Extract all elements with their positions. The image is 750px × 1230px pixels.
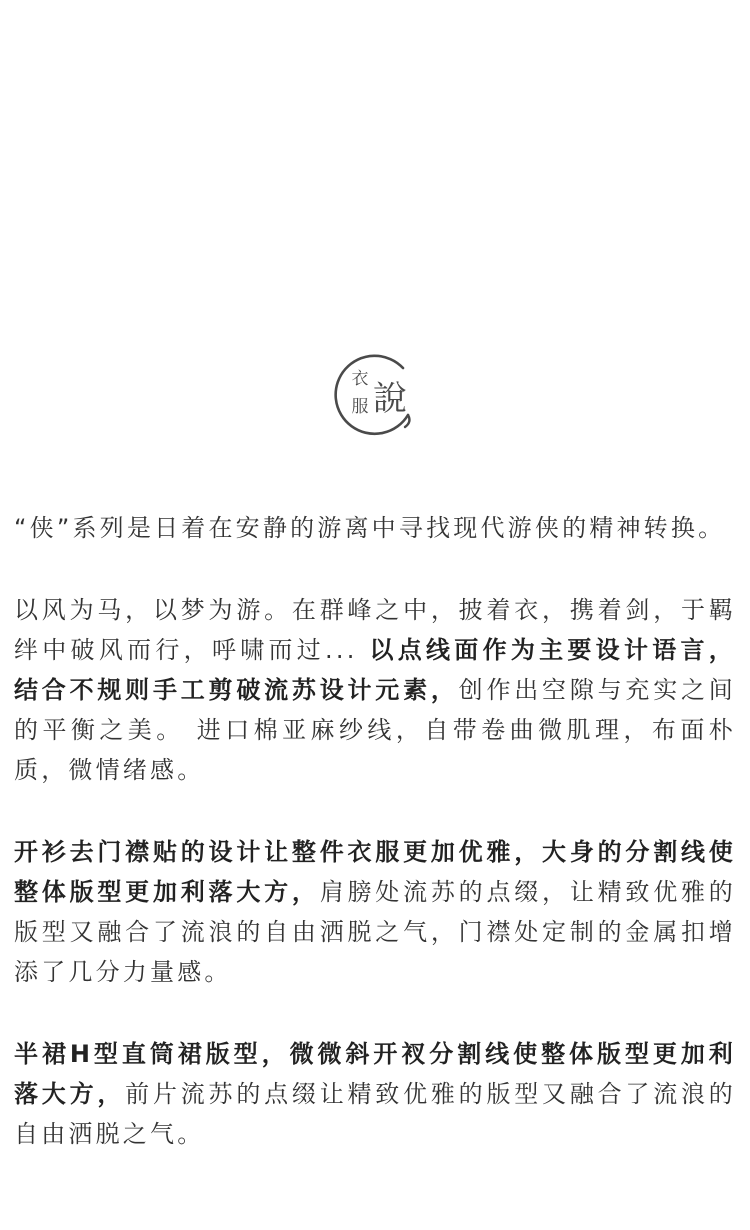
- paragraph-bold-text: 以点线面作为主要设计语言，结合不规则手工剪破流苏设计元素，: [14, 636, 736, 704]
- paragraph-text: 肩膀处流苏的点缀，让精致优雅的版型又融合了流浪的自由洒脱之气，门襟处定制的金属扣增添了几分力量感。: [14, 878, 737, 986]
- paragraph-cardigan: [14, 832, 736, 992]
- logo-char-yi: 衣: [351, 369, 369, 389]
- paragraph-text: 以风为马，以梦为游。在群峰之中，披着衣，携着剑，于羁绊中破风而行，呼啸而过...: [14, 596, 736, 664]
- logo-char-shuo: 說: [373, 379, 407, 419]
- paragraph-text: 创作出空隙与充实之间的平衡之美。 进口棉亚麻纱线，自带卷曲微肌理，布面朴质，微情绪感。: [14, 676, 736, 784]
- paragraph-skirt: [14, 1034, 736, 1154]
- paragraph-text: “侠”系列是日着在安静的游离中寻找现代游侠的精神转换。: [14, 514, 726, 542]
- logo-char-fu: 服: [351, 397, 369, 417]
- paragraph-concept: [14, 590, 736, 790]
- paragraph-bold-text: 半裙H型直筒裙版型，微微斜开衩分割线使整体版型更加利落大方，: [14, 1040, 736, 1108]
- article-body: [14, 508, 736, 1154]
- paragraph-intro: [14, 508, 736, 548]
- brand-logo-seal: [333, 352, 417, 436]
- logo-graphic: [333, 352, 417, 436]
- paragraph-bold-text: 开衫去门襟贴的设计让整件衣服更加优雅，大身的分割线使整体版型更加利落大方，: [14, 838, 736, 906]
- paragraph-text: 前片流苏的点缀让精致优雅的版型又融合了流浪的自由洒脱之气。: [14, 1080, 736, 1148]
